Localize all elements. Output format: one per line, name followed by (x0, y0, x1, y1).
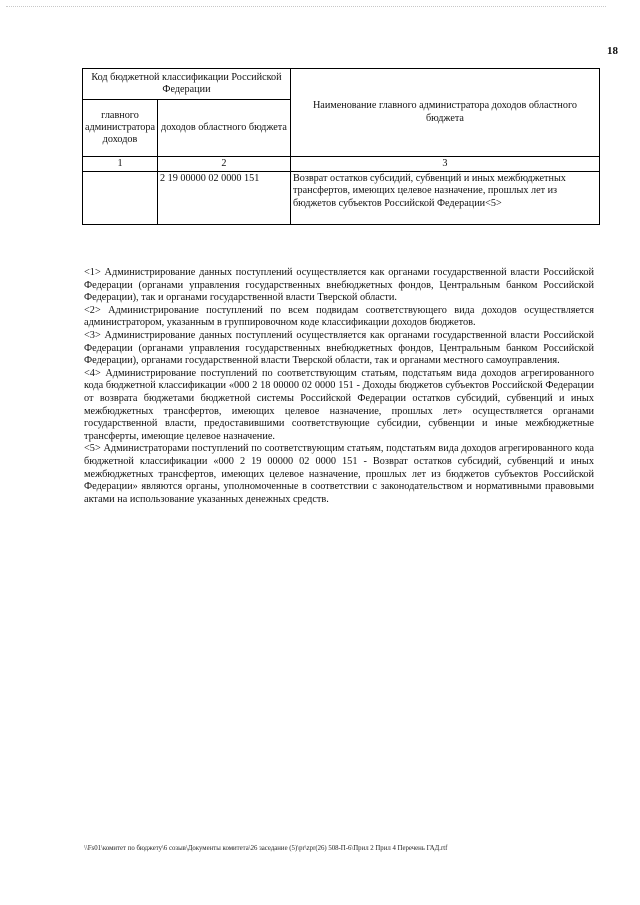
page-number: 18 (607, 45, 618, 57)
column-number-1: 1 (83, 157, 158, 172)
header-main-administrator: главного администратора доходов (83, 100, 158, 157)
footnote-1: <1> Администрирование данных поступлений осуществляется как органами государственной власти Российской Федерации (органами управления государственных внебюджетных фондов, Центральным банком Российской Федерации), так и органами государственной власти Тверской области. (84, 267, 594, 304)
row-income-name: Возврат остатков субсидий, субвенций и иных межбюджетных трансфертов, имеющих целевое назначение, прошлых лет из бюджетов субъектов Российской Федерации<5> (290, 172, 599, 225)
scan-artifact-line (6, 6, 606, 9)
file-path-footer: \\Fs01\комитет по бюджету\6 созыв\Документы комитета\26 заседание (5)\pr\zpr(26) 508-П-6\Прил 2 Прил 4 Перечень ГАД.rtf (84, 845, 448, 852)
table-row (83, 172, 600, 225)
footnotes (84, 267, 594, 506)
table-header-row (83, 69, 600, 100)
footnote-5: <5> Администраторами поступлений по соответствующим статьям, подстатьям вида доходов агрегированного кода бюджетной классификации «000 2 19 00000 02 0000 151 - Возврат остатков субсидий, субвенций и иных межбюджетных трансфертов, имеющих целевое назначение, прошлых лет из бюджетов субъектов Российской Федерации» являются органы, уполномоченные в соответствии с законодательством и нормативными правовыми актами на использование указанных денежных средств. (84, 443, 594, 505)
footnote-4: <4> Администрирование поступлений по соответствующим статьям, подстатьям вида доходов агрегированного кода бюджетной классификации «000 2 18 00000 02 0000 151 - Доходы бюджетов субъектов Российской Федерации от возврата бюджетами бюджетной системы Российской Федерации остатков субсидий, субвенций и иных межбюджетных трансфертов, имеющих целевое назначение, прошлых лет» осуществляется органами государственной власти, предоставившими соответствующие субсидии, субвенции и иные межбюджетные трансферты, имеющие целевое назначение. (84, 367, 594, 442)
footnote-3: <3> Администрирование данных поступлений осуществляется как органами государственной власти Российской Федерации (органами управления государственных внебюджетных фондов, Центральным банком Российской Федерации), органами государственной власти Тверской области, так и органами местного самоуправления. (84, 329, 594, 367)
column-number-2: 2 (157, 157, 290, 172)
header-regional-income: доходов областного бюджета (157, 100, 290, 157)
row-admin-code (83, 172, 158, 225)
header-budget-code-group: Код бюджетной классификации Российской Федерации (83, 69, 291, 100)
column-number-3: 3 (290, 157, 599, 172)
budget-classification-table (82, 68, 600, 225)
header-administrator-name: Наименование главного администратора доходов областного бюджета (290, 69, 599, 157)
table-column-numbers (83, 157, 600, 172)
row-income-code: 2 19 00000 02 0000 151 (157, 172, 290, 225)
footnote-2: <2> Администрирование поступлений по всем подвидам соответствующего вида доходов осуществляется администратором, указанным в группировочном коде классификации доходов бюджетов. (84, 304, 594, 329)
